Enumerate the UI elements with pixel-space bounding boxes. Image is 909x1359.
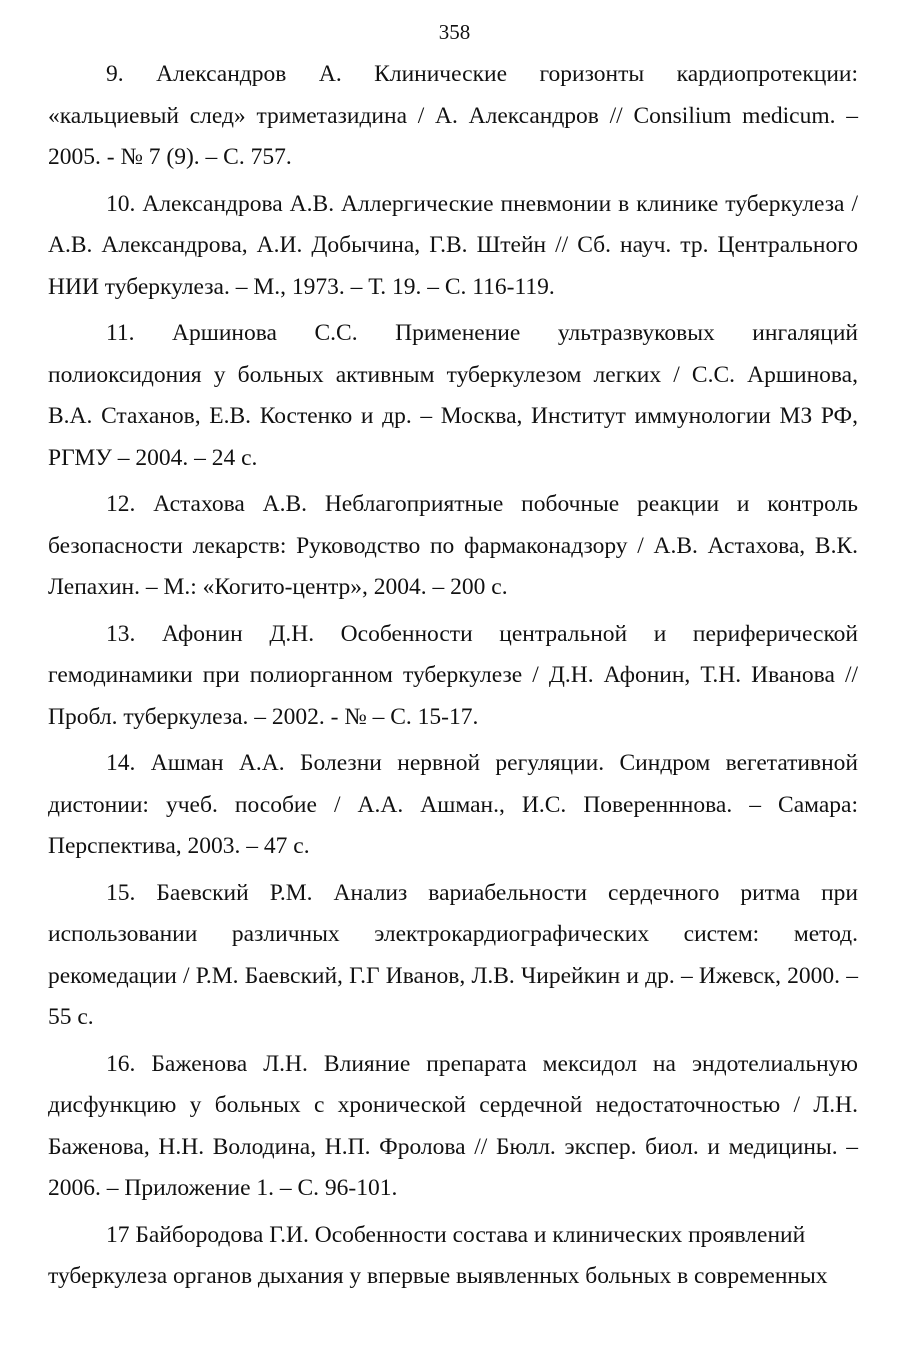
- reference-item: 14. Ашман А.А. Болезни нервной регуляции. Синдром вегетативной дистонии: учеб. пособие / А.А. Ашман., И.С. Поверенннова. – Самара: Перспектива, 2003. – 47 с.: [48, 750, 858, 859]
- reference-item: 10. Александрова А.В. Аллергические пневмонии в клинике туберкулеза / А.В. Александрова, А.И. Добычина, Г.В. Штейн // Сб. науч. тр. Центрального НИИ туберкулеза. – М., 1973. – Т. 19. – С. 116-119.: [48, 190, 858, 300]
- reference-item: 11. Аршинова С.С. Применение ультразвуковых ингаляций полиоксидония у больных активным туберкулезом легких / С.С. Аршинова, В.А. Стаханов, Е.В. Костенко и др. – Москва, Институт иммунологии МЗ РФ, РГМУ – 2004. – 24 с.: [48, 320, 858, 471]
- reference-item: 12. Астахова А.В. Неблагоприятные побочные реакции и контроль безопасности лекарств: Руководство по фармаконадзору / А.В. Астахова, В.К. Лепахин. – М.: «Когито-центр», 2004. – 200 с.: [48, 491, 858, 600]
- reference-item: 15. Баевский Р.М. Анализ вариабельности сердечного ритма при использовании различных электрокардиографических систем: метод. рекомедации / Р.М. Баевский, Г.Г Иванов, Л.В. Чирейкин и др. – Ижевск, 2000. – 55 с.: [48, 879, 858, 1030]
- reference-list: [48, 54, 858, 1303]
- reference-item: 17 Байбородова Г.И. Особенности состава и клинических проявлений туберкулеза органов дыхания у впервые выявленных больных в современных: [48, 1221, 828, 1289]
- reference-item: 9. Александров А. Клинические горизонты кардиопротекции: «кальциевый след» триметазидина / А. Александров // Consilium medicum. – 2005. - № 7 (9). – С. 757.: [48, 61, 858, 170]
- reference-item: 13. Афонин Д.Н. Особенности центральной и периферической гемодинамики при полиорганном туберкулезе / Д.Н. Афонин, Т.Н. Иванова // Пробл. туберкулеза. – 2002. - № – С. 15-17.: [48, 620, 858, 730]
- page-number: 358: [438, 20, 471, 44]
- reference-item: 16. Баженова Л.Н. Влияние препарата мексидол на эндотелиальную дисфункцию у больных с хронической сердечной недостаточностью / Л.Н. Баженова, Н.Н. Володина, Н.П. Фролова // Бюлл. экспер. биол. и медицины. – 2006. – Приложение 1. – С. 96-101.: [48, 1050, 858, 1201]
